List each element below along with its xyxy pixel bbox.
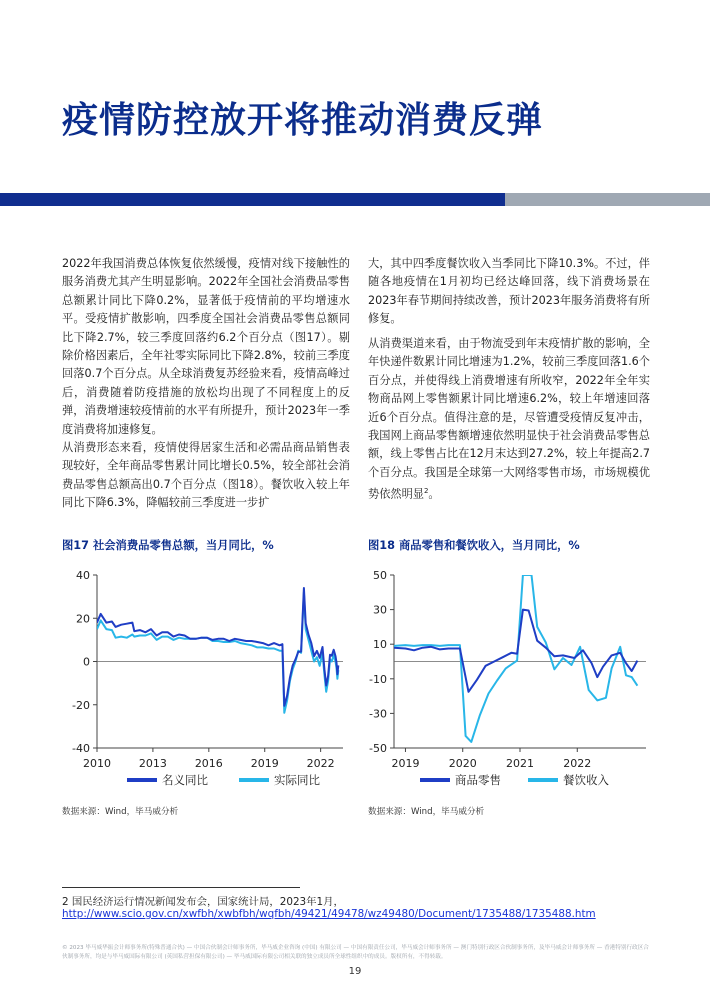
y-tick-label: 20 bbox=[76, 612, 90, 626]
y-tick-label: -50 bbox=[369, 742, 387, 755]
right-paragraph-2-end: 。 bbox=[428, 487, 440, 501]
y-tick-label: 50 bbox=[373, 569, 387, 582]
y-tick-label: 40 bbox=[76, 569, 90, 582]
left-paragraph-2: 从消费形态来看，疫情使得居家生活和必需品商品销售表现较好，全年商品零售累计同比增长0.5%，较全部社会消费品零售总额高出0.7个百分点（图18）。餐饮收入较上年同比下降6.3%，降幅较前三季度进一步扩 bbox=[62, 441, 350, 510]
series-line-2 bbox=[394, 575, 637, 742]
x-tick-label: 2019 bbox=[250, 757, 279, 770]
y-tick-label: 10 bbox=[373, 638, 387, 652]
footnote-rule bbox=[62, 887, 300, 888]
legal-notice: © 2023 毕马威华振会计师事务所(特殊普通合伙) — 中国合伙制会计师事务所，毕马威企业咨询 (中国) 有限公司 — 中国有限责任公司，毕马威会计师事务所 — 澳门特别行政区合伙制事务所，及毕马威会计师事务所 — 香港特别行政区合伙制事务所，均是与毕马威国际有限公司 (英国私营担保有限公司) — 毕马威国际有限公司相关联的独立成员所全球性组织中的成员。版权所有，不得转载。 bbox=[62, 945, 649, 960]
y-tick-label: -40 bbox=[72, 742, 90, 755]
figure-18-source: 数据来源：Wind，毕马威分析 bbox=[368, 807, 485, 817]
legend-label-1: 名义同比 bbox=[162, 773, 208, 787]
right-paragraph-2-text: 从消费渠道来看，由于物流受到年末疫情扩散的影响，全年快递件数累计同比增速为1.2%，较前三季度回落1.6个百分点，并使得线上消费增速有所收窄，2022年全年实物商品网上零售额累计同比增速6.2%，较上年增速回落近6个百分点。值得注意的是，尽管遭受疫情反复冲击，我国网上商品零售额增速依然明显快于社会消费品零售总额，线上零售占比在12月末达到27.2%，较上年提高2.7个百分点。我国是全球第一大网络零售市场，市场规模优势依然明显 bbox=[368, 337, 650, 501]
footnote-text: 2 国民经济运行情况新闻发布会，国家统计局，2023年1月， bbox=[62, 896, 344, 908]
x-tick-label: 2019 bbox=[391, 757, 420, 770]
y-tick-label: 30 bbox=[373, 603, 387, 617]
page-title: 疫情防控放开将推动消费反弹 bbox=[62, 100, 544, 141]
x-tick-label: 2010 bbox=[83, 757, 111, 770]
x-tick-label: 2020 bbox=[448, 757, 477, 770]
figure-17-chart bbox=[55, 565, 355, 800]
x-tick-label: 2021 bbox=[506, 757, 534, 770]
legend-label-1: 商品零售 bbox=[455, 773, 501, 787]
right-paragraph-2 bbox=[368, 335, 650, 504]
left-paragraph-1: 2022年我国消费总体恢复依然缓慢，疫情对线下接触性的服务消费尤其产生明显影响。2022年全国社会消费品零售总额累计同比下降0.2%，显著低于疫情前的平均增速水平。受疫情扩散影响，四季度全国社会消费品零售总额同比下降2.7%，较三季度回落约6.2个百分点（图17）。剔除价格因素后，全年社零实际同比下降2.8%，较前三季度回落0.7个百分点。从全球消费复苏经验来看，疫情高峰过后，消费随着防疫措施的放松均出现了不同程度上的反弹，消费增速较疫情前的水平有所提升，预计2023年一季度消费将加速修复。 bbox=[62, 257, 350, 436]
figure-18-chart bbox=[362, 565, 652, 800]
footnote-link[interactable]: http://www.scio.gov.cn/xwfbh/xwbfbh/wqfbh/49421/49478/wz49480/Document/1735488/1735488.htm bbox=[62, 908, 596, 920]
x-tick-label: 2016 bbox=[194, 757, 223, 770]
figure-17-source: 数据来源：Wind，毕马威分析 bbox=[62, 807, 179, 817]
y-tick-label: -30 bbox=[369, 707, 387, 721]
y-tick-label: 0 bbox=[83, 655, 90, 669]
footnote-ref[interactable]: 2 bbox=[423, 487, 429, 496]
figure-18-title: 图18 商品零售和餐饮收入，当月同比，% bbox=[368, 539, 580, 552]
legend-label-2: 餐饮收入 bbox=[563, 773, 609, 787]
figure-17-title: 图17 社会消费品零售总额，当月同比，% bbox=[62, 539, 274, 552]
x-tick-label: 2022 bbox=[563, 757, 592, 770]
legend-label-2: 实际同比 bbox=[274, 773, 320, 787]
x-tick-label: 2022 bbox=[306, 757, 335, 770]
y-tick-label: -10 bbox=[369, 672, 387, 686]
page-number: 19 bbox=[348, 966, 362, 977]
right-paragraph-1: 大，其中四季度餐饮收入当季同比下降10.3%。不过，伴随各地疫情在1月初均已经达峰回落，线下消费场景在2023年春节期间持续改善，预计2023年服务消费将有所修复。 bbox=[368, 257, 650, 326]
x-tick-label: 2013 bbox=[138, 757, 167, 770]
header-band-light bbox=[505, 193, 710, 206]
header-band-dark bbox=[0, 193, 505, 206]
series-line-1 bbox=[394, 610, 637, 692]
series-line-1 bbox=[97, 588, 338, 706]
y-tick-label: -20 bbox=[72, 698, 90, 712]
